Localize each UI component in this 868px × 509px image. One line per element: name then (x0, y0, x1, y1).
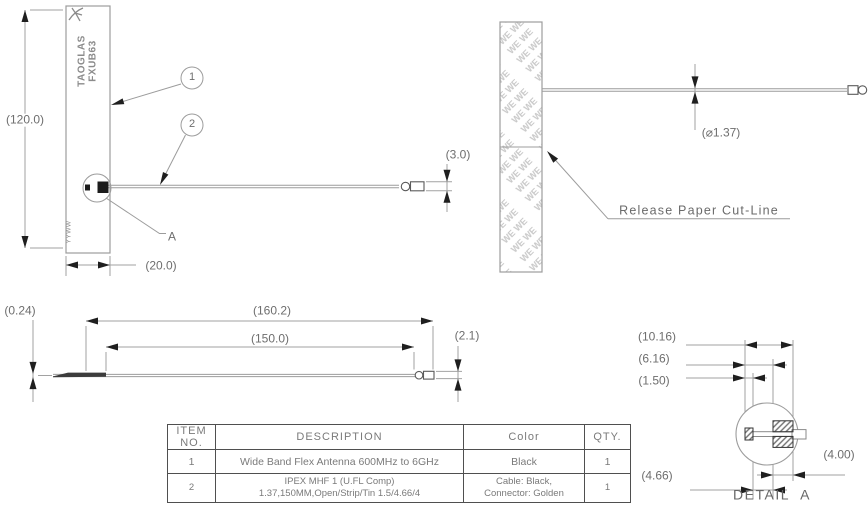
bom-row2-color (464, 474, 585, 503)
bom-row2-color-line2: Connector: Golden (484, 488, 564, 499)
bom-header-row (168, 425, 631, 450)
bom-row2-description-line1: IPEX MHF 1 (U.FL Comp) (284, 476, 395, 488)
bom-row-2 (168, 474, 631, 503)
antenna-marking (78, 33, 99, 89)
bom-row1-qty: 1 (585, 450, 631, 474)
detail-a-pointer-label: A (167, 229, 177, 244)
bom-row2-description (216, 474, 464, 503)
dim-height-label: (120.0) (5, 112, 45, 127)
detail-dim-overall-label: (10.16) (637, 329, 677, 344)
bom-row2-qty: 1 (585, 474, 631, 503)
release-paper-view (500, 22, 867, 272)
bom-row1-item: 1 (168, 450, 216, 474)
detail-a-view (686, 340, 845, 499)
dim-thickness-label: (0.24) (4, 303, 36, 318)
dim-total-length-label: (160.2) (252, 303, 292, 318)
dim-connector-height-label: (2.1) (454, 328, 480, 343)
bom-row1-color: Black (464, 450, 585, 474)
detail-dim-mid-label: (6.16) (638, 351, 670, 366)
bom-header-description: DESCRIPTION (216, 425, 464, 450)
ipex-connector-side (415, 371, 434, 379)
ipex-connector-release (848, 86, 867, 95)
dim-cable-length-label: (150.0) (250, 331, 290, 346)
bom-header-item: ITEM NO. (168, 425, 216, 450)
bom-table (167, 424, 631, 503)
bom-row-1 (168, 450, 631, 474)
bom-row2-color-line1: Cable: Black, (496, 476, 552, 488)
detail-dim-strip-label: (4.66) (641, 468, 673, 483)
side-view (30, 318, 463, 403)
release-paper-cutline-label: Release Paper Cut-Line (619, 203, 779, 218)
bom-row2-description-line2: 1.37,150MM,Open/Strip/Tin 1.5/4.66/4 (258, 488, 421, 499)
detail-dim-tin-label: (1.50) (638, 373, 670, 388)
bom-row1-description: Wide Band Flex Antenna 600MHz to 6GHz (216, 450, 464, 474)
dim-width-label: (20.0) (145, 258, 177, 273)
bom-row2-item: 2 (168, 474, 216, 503)
bom-header-color: Color (464, 425, 585, 450)
callout-1: 1 (188, 71, 196, 84)
marking-brand: TAOGLAS (76, 35, 88, 87)
dim-cable-diameter-label: (⌀1.37) (701, 125, 741, 140)
bom-header-qty: QTY. (585, 425, 631, 450)
callout-2: 2 (188, 118, 196, 131)
ipex-connector-front (401, 182, 424, 191)
date-code-marking: YYWW (65, 220, 73, 244)
dim-connector-front-label: (3.0) (445, 147, 471, 162)
marking-model: FXUB63 (87, 40, 98, 82)
detail-dim-connector-label: (4.00) (823, 447, 855, 462)
detail-a-title: DETAIL A (733, 486, 811, 503)
